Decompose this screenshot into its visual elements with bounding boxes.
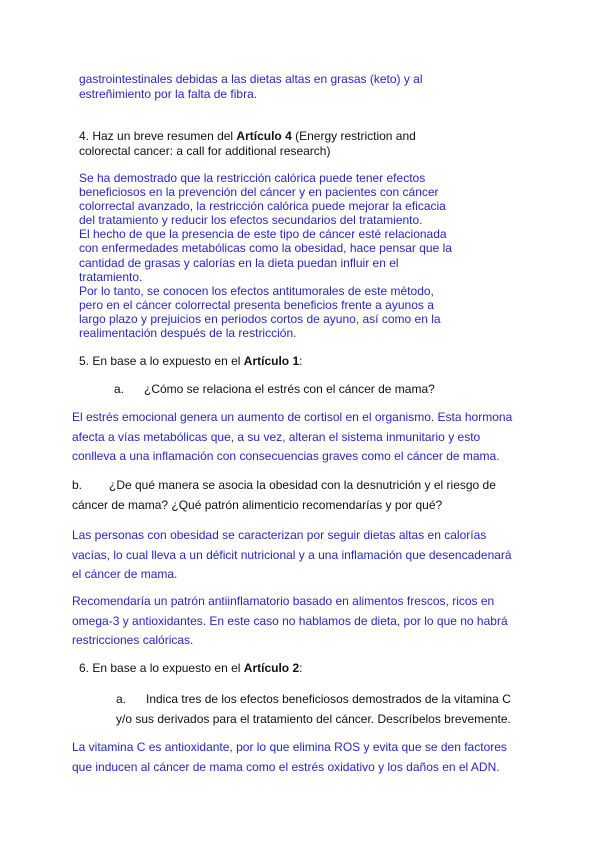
intro-line: gastrointestinales debidas a las dietas altas en grasas (keto) y al xyxy=(79,72,423,86)
question-5b xyxy=(72,476,496,515)
answer-4-line: pero en el cáncer colorrectal presenta beneficios frente a ayunos a xyxy=(79,297,434,312)
question-5b-letter: b. xyxy=(72,478,83,492)
question-4-article: Artículo 4 xyxy=(236,129,292,143)
question-6-article: Artículo 2 xyxy=(243,661,300,675)
answer-5b-line: el cáncer de mama. xyxy=(72,567,178,581)
answer-4-line: largo plazo y prejuicios en periodos cortos de ayuno, así como en la xyxy=(79,311,441,326)
question-4 xyxy=(79,129,416,160)
question-6a-line: Indica tres de los efectos beneficiosos demostrados de la vitamina C xyxy=(146,692,511,706)
answer-5a xyxy=(72,408,512,467)
question-4-title-end: colorectal cancer: a call for additional research) xyxy=(79,144,331,159)
question-6a xyxy=(116,690,511,729)
question-5a-letter: a. xyxy=(114,382,125,396)
answer-5b-line: omega-3 y antioxidantes. En este caso no hablamos de dieta, por lo que no habrá xyxy=(72,613,508,628)
question-5-article: Artículo 1 xyxy=(243,354,300,368)
question-6-prefix: 6. En base a lo expuesto en el xyxy=(79,661,244,675)
answer-5b-line: Recomendaría un patrón antiinflamatorio basado en alimentos frescos, ricos en xyxy=(72,594,495,608)
answer-4-line: beneficiosos en la prevención del cáncer y en pacientes con cáncer xyxy=(79,185,439,200)
question-4-title-start: (Energy restriction and xyxy=(291,129,416,143)
answer-5b-part2 xyxy=(72,592,508,651)
answer-5b-line: vacías, lo cual lleva a un déficit nutricional y a una inflamación que desencadenará xyxy=(72,547,512,562)
question-6a-line: y/o sus derivados para el tratamiento del cáncer. Descríbelos brevemente. xyxy=(116,711,511,726)
question-5b-line: cáncer de mama? ¿Qué patrón alimenticio recomendarías y por qué? xyxy=(72,497,443,512)
answer-4-line: del tratamiento y reducir los efectos secundarios del tratamiento. xyxy=(79,213,423,228)
question-5-suffix: : xyxy=(299,354,303,368)
answer-5a-line: conlleva a una inflamación con consecuencias graves como el cáncer de mama. xyxy=(72,449,500,463)
answer-4 xyxy=(79,171,452,340)
answer-5a-line: afecta a vías metabólicas que, a su vez, alteran el sistema inmunitario y esto xyxy=(72,429,481,444)
answer-4-line: realimentación después de la restricción. xyxy=(79,326,297,341)
answer-6a-line: que inducen al cáncer de mama como el estrés oxidativo y los daños en el ADN. xyxy=(72,759,500,774)
question-4-prefix: 4. Haz un breve resumen del xyxy=(79,129,237,143)
question-5a-text: ¿Cómo se relaciona el estrés con el cáncer de mama? xyxy=(144,382,435,396)
question-5b-line: ¿De qué manera se asocia la obesidad con la desnutrición y el riesgo de xyxy=(109,478,496,492)
answer-4-line: tratamiento. xyxy=(79,269,143,284)
question-5-prefix: 5. En base a lo expuesto en el xyxy=(79,354,244,368)
answer-5b-line: Las personas con obesidad se caracterizan por seguir dietas altas en calorías xyxy=(72,528,487,542)
intro-line: estreñimiento por la falta de fibra. xyxy=(79,87,258,102)
answer-6a-line: La vitamina C es antioxidante, por lo que elimina ROS y evita que se den factores xyxy=(72,740,507,754)
answer-4-line: cantidad de grasas y calorías en la dieta puedan influir en el xyxy=(79,255,399,270)
answer-4-line: con enfermedades metabólicas como la obesidad, hace pensar que la xyxy=(79,241,452,256)
answer-4-line: El hecho de que la presencia de este tipo de cáncer esté relacionada xyxy=(79,227,447,242)
question-6a-letter: a. xyxy=(116,692,127,706)
question-6 xyxy=(79,661,302,675)
answer-5b-part1 xyxy=(72,526,512,585)
question-5a xyxy=(114,382,435,396)
answer-4-line: Se ha demostrado que la restricción calórica puede tener efectos xyxy=(79,171,426,185)
answer-6a xyxy=(72,738,507,777)
answer-4-line: colorrectal avanzado, la restricción calórica puede mejorar la eficacia xyxy=(79,199,446,214)
answer-5a-line: El estrés emocional genera un aumento de cortisol en el organismo. Esta hormona xyxy=(72,410,513,424)
question-6-suffix: : xyxy=(299,661,303,675)
answer-5b-line: restricciones calóricas. xyxy=(72,633,194,647)
question-5 xyxy=(79,354,302,368)
intro-paragraph xyxy=(79,72,423,103)
answer-4-line: Por lo tanto, se conocen los efectos antitumorales de este método, xyxy=(79,283,434,298)
